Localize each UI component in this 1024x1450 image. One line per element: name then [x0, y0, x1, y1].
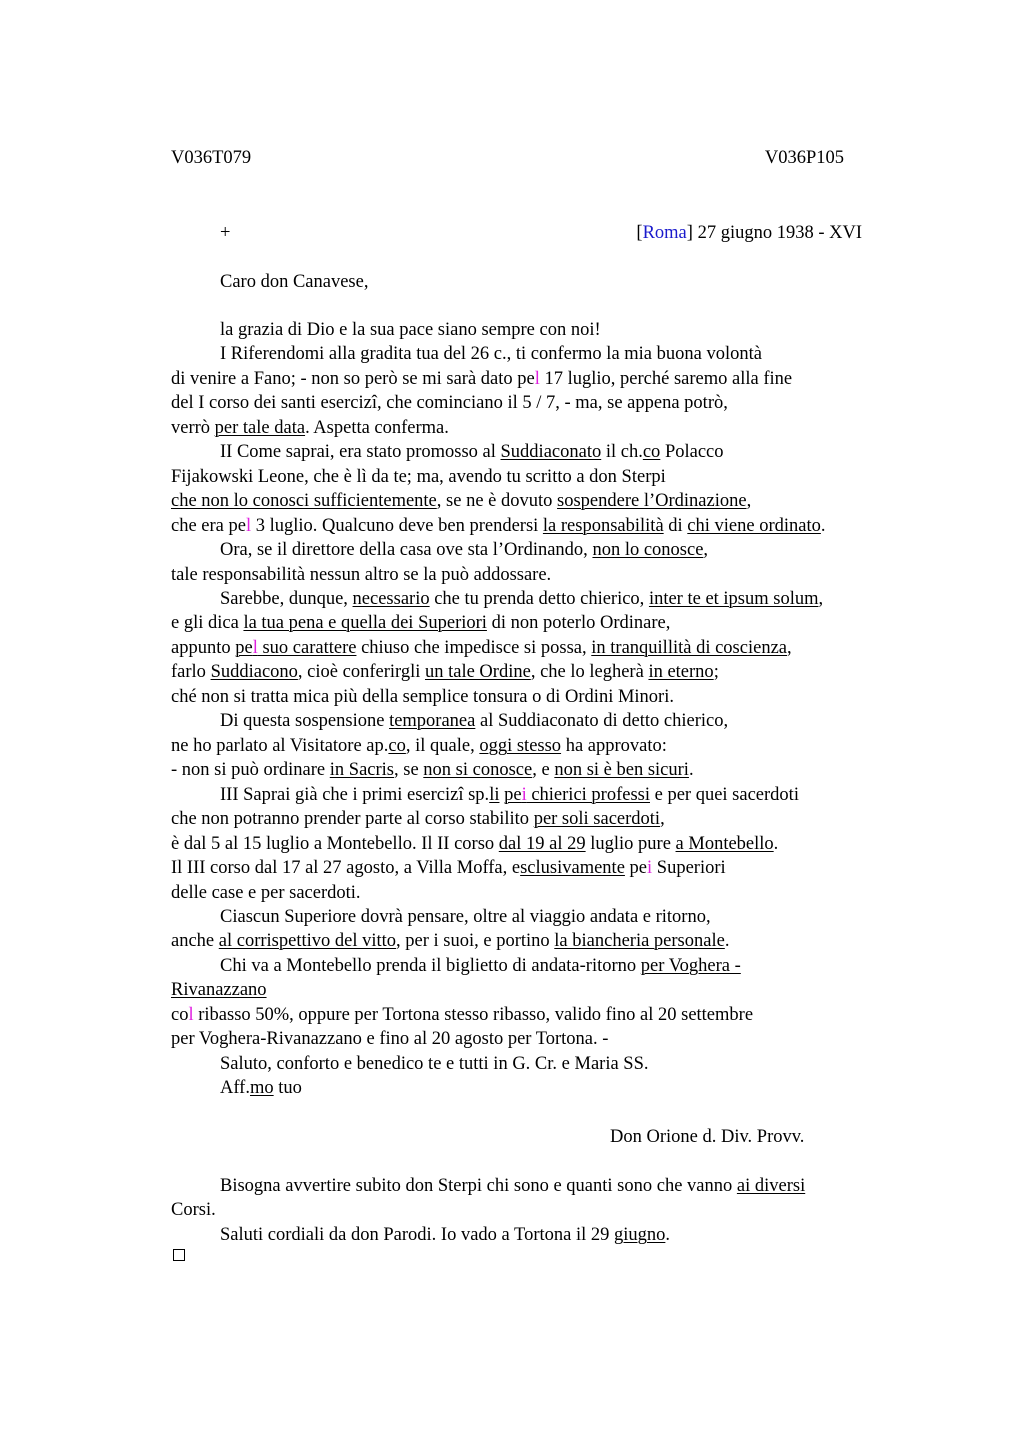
text-line: ché non si tratta mica più della semplice tonsura o di Ordini Minori.: [171, 687, 674, 707]
text-line: Rivanazzano: [171, 980, 267, 1000]
document-code-right: V036P105: [764, 148, 844, 168]
text-line: Aff.mo tuo: [220, 1078, 302, 1098]
postscript-line: Saluti cordiali da don Parodi. Io vado a Tortona il 29 giugno.: [220, 1225, 670, 1245]
signature: Don Orione d. Div. Provv.: [610, 1127, 805, 1147]
text-line: I Riferendomi alla gradita tua del 26 c., ti confermo la mia buona volontà: [220, 344, 762, 364]
place-name: Roma: [642, 223, 687, 243]
text-line: Il III corso dal 17 al 27 agosto, a Villa Moffa, esclusivamente pei Superiori: [171, 858, 726, 878]
text-line: anche al corrispettivo del vitto, per i suoi, e portino la biancheria personale.: [171, 931, 730, 951]
text-line: Fijakowski Leone, che è lì da te; ma, avendo tu scritto a don Sterpi: [171, 467, 666, 487]
text-line: delle case e per sacerdoti.: [171, 883, 361, 903]
text-line: e gli dica la tua pena e quella dei Superiori di non poterlo Ordinare,: [171, 613, 671, 633]
text-line: Ciascun Superiore dovrà pensare, oltre al viaggio andata e ritorno,: [220, 907, 711, 927]
text-line: Chi va a Montebello prenda il biglietto di andata-ritorno per Voghera -: [220, 956, 741, 976]
document-code-left: V036T079: [171, 148, 252, 168]
text-line: che non potranno prender parte al corso stabilito per soli sacerdoti,: [171, 809, 665, 829]
text-line: col ribasso 50%, oppure per Tortona stesso ribasso, valido fino al 20 settembre: [171, 1005, 754, 1025]
greeting: Caro don Canavese,: [220, 272, 369, 292]
text-line: del I corso dei santi esercizi, che cominciano il 5 / 7, - ma, se appena potrò,: [171, 393, 728, 413]
text-line: la grazia di Dio e la sua pace siano sempre con noi!: [220, 320, 601, 340]
text-line: Di questa sospensione temporanea al Suddiaconato di detto chierico,: [220, 711, 729, 731]
end-square-mark: [173, 1249, 185, 1261]
postscript-line: Bisogna avvertire subito don Sterpi chi sono e quanti sono che vanno ai diversi: [220, 1176, 806, 1196]
text-line: appunto pel suo carattere chiuso che impedisce si possa, in tranquillità di coscienza,: [171, 638, 792, 658]
cross-mark: +: [220, 223, 231, 243]
text-line: farlo Suddiacono, cioè conferirgli un tale Ordine, che lo legherà in eterno;: [171, 662, 719, 682]
text-line: tale responsabilità nessun altro se la può addossare.: [171, 565, 552, 585]
text-line: verrò per tale data. Aspetta conferma.: [171, 418, 449, 438]
text-line: III Saprai già che i primi esercizi sp.li pei chierici professi e per quei sacerdoti: [220, 785, 799, 805]
text-line: Sarebbe, dunque, necessario che tu prenda detto chierico, inter te et ipsum solum,: [220, 589, 824, 609]
text-line: che non lo conosci sufficientemente, se ne è dovuto sospendere l’Ordinazione,: [171, 491, 752, 511]
text-line: Ora, se il direttore della casa ove sta l’Ordinando, non lo conosce,: [220, 540, 709, 560]
text-line: che era pel 3 luglio. Qualcuno deve ben prendersi la responsabilità di chi viene ordinato.: [171, 516, 826, 536]
date-line: [Roma] 27 giugno 1938 - XVI: [636, 223, 862, 243]
text-line: per Voghera-Rivanazzano e fino al 20 agosto per Tortona. -: [171, 1029, 609, 1049]
text-line: II Come saprai, era stato promosso al Suddiaconato il ch.co Polacco: [220, 442, 724, 462]
text-line: di venire a Fano; - non so però se mi sarà dato pel 17 luglio, perché saremo alla fine: [171, 369, 793, 389]
postscript-line: Corsi.: [171, 1200, 216, 1220]
text-line: Saluto, conforto e benedico te e tutti in G. Cr. e Maria SS.: [220, 1054, 649, 1074]
text-line: - non si può ordinare in Sacris, se non si conosce, e non si è ben sicuri.: [171, 760, 694, 780]
text-line: ne ho parlato al Visitatore ap.co, il quale, oggi stesso ha approvato:: [171, 736, 667, 756]
text-line: è dal 5 al 15 luglio a Montebello. Il II corso dal 19 al 29 luglio pure a Montebello.: [171, 834, 779, 854]
